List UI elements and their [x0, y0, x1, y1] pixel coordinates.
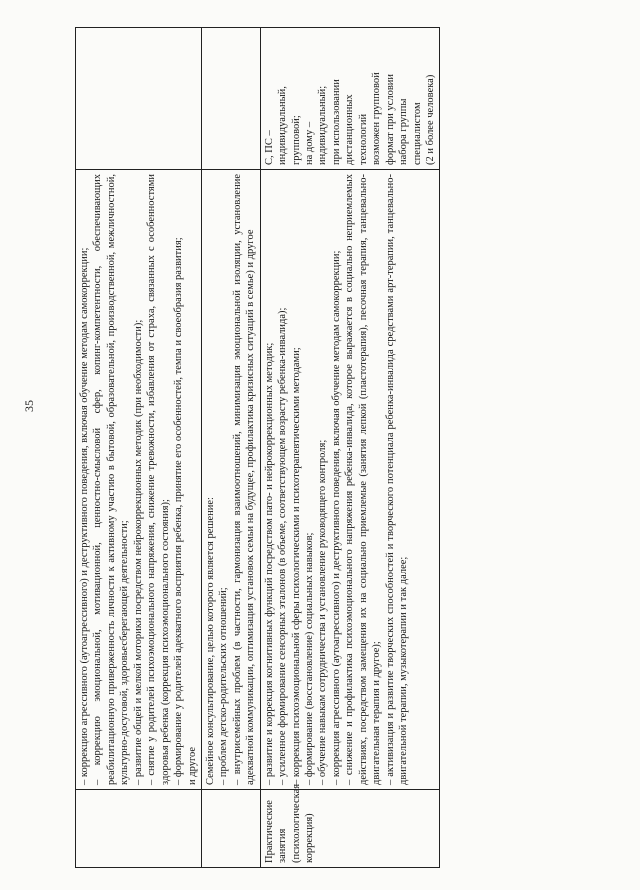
- rotated-table-container: [75, 28, 595, 868]
- list-item: – развитие и коррекция когнитивных функций посредством пато- и нейрокоррекционных методик;: [263, 342, 275, 785]
- format-line: групповой;: [290, 115, 302, 165]
- table-row: [76, 28, 202, 868]
- format-line: (2 и более человека): [424, 74, 436, 165]
- list-item: – усиленное формирование сенсорных эталонов (в объеме, соответствующем возрасту ребенка-инвалида);: [277, 307, 289, 785]
- cell-content: [76, 170, 202, 790]
- list-item: – коррекция психоэмоциональной сферы психологическими и психотерапевтическими методами;: [290, 347, 302, 785]
- list-item: – внутрисемейных проблем (в частности, гармонизация взаимоотношений, минимизация эмоциональной изоляции, установление адекватной коммуникации, оптимизация установок семьи на будущее, профилактика кризисных ситуаций в семье) и другое: [231, 174, 257, 785]
- list-item: – снятие у родителей психоэмоционального напряжения, снижение тревожности, избавления от страха, связанных с особенностями здоровья ребенка (коррекция психоэмоционального состояния);: [146, 174, 171, 785]
- format-line: набора группы: [398, 98, 410, 165]
- list-item: и другое: [186, 746, 198, 785]
- format-line: при использовании: [330, 79, 342, 165]
- format-line: дистанционных: [344, 94, 356, 165]
- service-type-line: (психологическая: [290, 783, 302, 863]
- list-item: – коррекция агрессивного (аутоагрессивного) и деструктивного поведения, включая обучение методам самокоррекции;: [330, 250, 342, 785]
- list-item: – обучение навыкам сотрудничества и установление руководящего контроля;: [317, 439, 329, 785]
- table-row: [201, 28, 260, 868]
- list-item: – проблем детско-родительских отношений;: [218, 587, 230, 785]
- format-line: индивидуальный,: [277, 86, 289, 165]
- cell-content: [260, 170, 440, 790]
- services-table: [75, 27, 440, 868]
- format-line: индивидуальный;: [317, 85, 329, 165]
- list-item: – коррекцию эмоциональной, мотивационной, ценностно-смысловой сфер, копинг-компетентности, обеспечивающих реабилитационную приверженность личности к активному участию в бытовой, образовательной, производственной, межличностной, культурно-досуговой, здоровьесберегающей деятельности;: [92, 174, 131, 785]
- format-line: на дому –: [304, 121, 315, 165]
- cell-format: [201, 28, 260, 170]
- table-row: [260, 28, 440, 868]
- service-type-line: занятия: [277, 828, 289, 863]
- list-item: – формирование (восстановление) социальных навыков;: [304, 532, 315, 785]
- list-item: – формирование у родителей адекватного восприятия ребенка, принятие его особенностей, темпа и своеобразия развития;: [173, 237, 185, 785]
- format-line: С, ПС –: [263, 130, 275, 165]
- service-type-line: Практические: [263, 800, 275, 863]
- cell-service-type: [260, 783, 440, 868]
- format-line: возможен групповой: [371, 72, 383, 165]
- list-item: – коррекцию агрессивного (аутоагрессивного) и деструктивного поведения, включая обучение методам самокоррекции;: [79, 247, 90, 785]
- list-item: – снижение и профилактика психоэмоционального напряжения ребенка-инвалида, которое выражается в социально неприемлемых действиях, посредством замещения их на социально приемлемые (занятия лепкой (пластотерапия), песочная терапия, танцевально-двигательная терапия и другое);: [344, 174, 383, 785]
- list-item: – развитие общей и мелкой моторики посредством нейрокоррекционных методик (при необходимости);: [132, 319, 144, 785]
- list-item: – активизация и развитие творческих способностей и творческого потенциала ребенка-инвалида средствами арт-терапии, танцевально-двигательной терапии, музыкотерапии и так далее;: [384, 174, 410, 785]
- service-type-line: коррекция): [304, 813, 315, 863]
- page-number: 35: [22, 400, 36, 412]
- cell-format: [76, 28, 202, 170]
- cell-format: [260, 28, 440, 170]
- list-item: Семейное консультирование, целью которого является решение:: [204, 497, 216, 785]
- format-line: формат при условии: [384, 73, 396, 165]
- cell-content: [201, 170, 260, 790]
- cell-service-type: [201, 790, 260, 868]
- format-line: специалистом: [411, 102, 423, 165]
- cell-service-type: [76, 790, 202, 868]
- format-line: технологий: [357, 113, 369, 165]
